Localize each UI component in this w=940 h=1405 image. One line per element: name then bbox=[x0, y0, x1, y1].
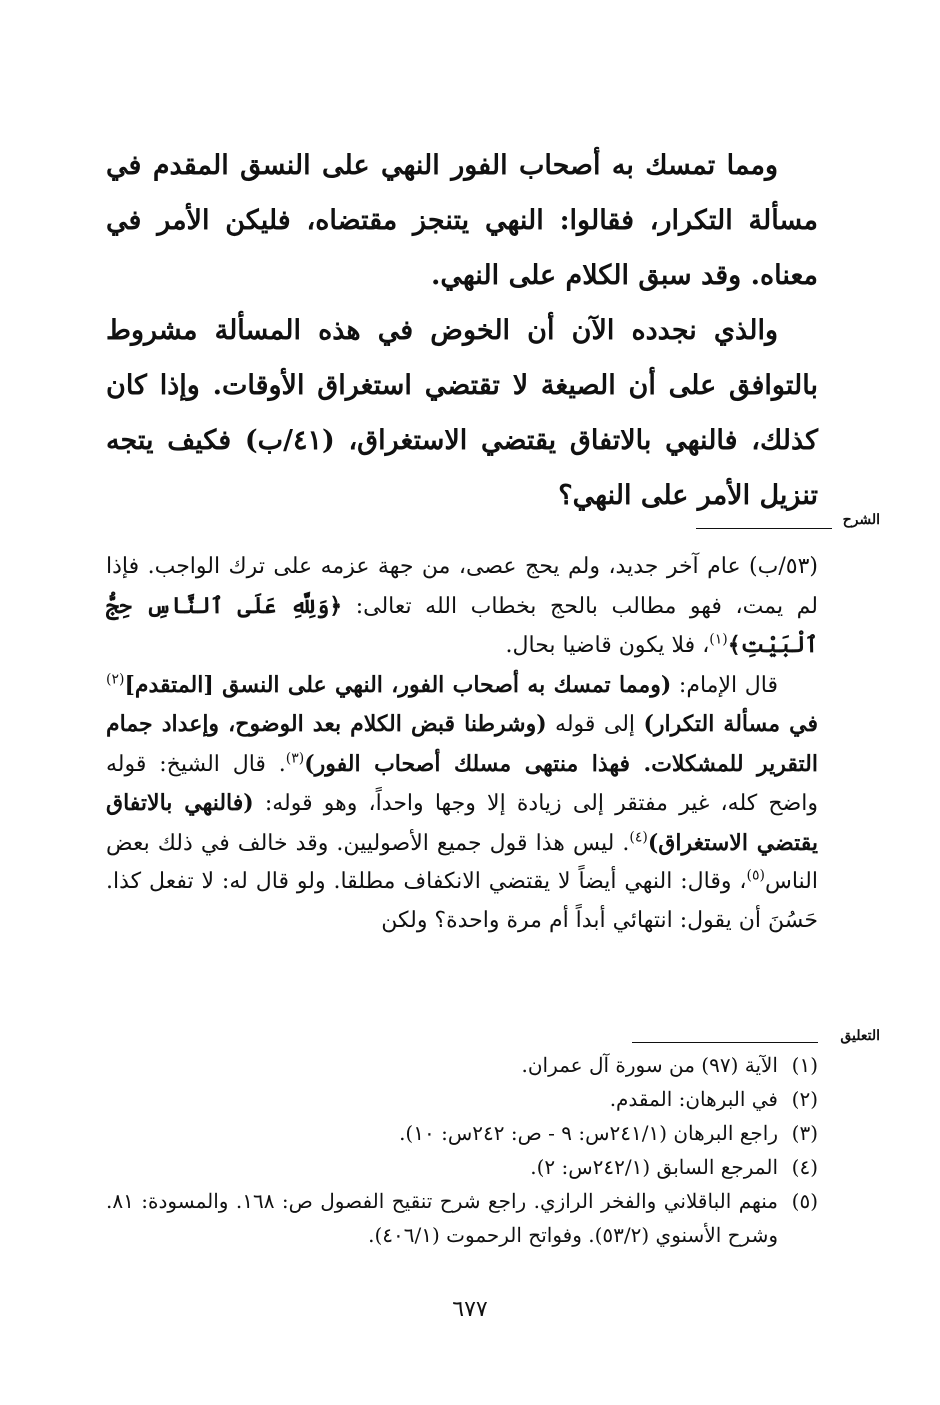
footnote-ref: (١) bbox=[709, 631, 728, 648]
commentary-text bbox=[106, 548, 818, 940]
commentary-paragraph: قال الإمام: (ومما تمسك به أصحاب الفور، النهي على النسق [المتقدم]$^{(٢)}$ في مسألة التكرار) إلى قوله (وشرطنا قبض الكلام بعد الوضوح، وإعداد جمام التقرير للمشكلات. فهذا منتهى مسلك أصحاب الفور)$^{(٣)}$. قال الشيخ: قوله واضح كله، غير مفتقر إلى زيادة إلا وجها واحداً، وهو قوله: (فالنهي بالاتفاق يقتضي الاستغراق)$^{(٤)}$. ليس هذا قول جميع الأصوليين. وقد خالف في ذلك بعض الناس$^{(٥)}$، وقال: النهي أيضاً لا يقتضي الانكفاف مطلقا. ولو قال له: لا تفعل كذا. حَسُنَ أن يقول: انتهائي أبداً أم مرة واحدة؟ ولكن bbox=[106, 671, 819, 933]
footnote-text: منهم الباقلاني والفخر الرازي. راجع شرح تنقيح الفصول ص: ١٦٨. والمسودة: ٨١. وشرح الأسنوي (٥٣/٢). وفواتح الرحموت (٤٠٦/١). bbox=[106, 1189, 778, 1247]
main-paragraph: ومما تمسك به أصحاب الفور النهي على النسق المقدم في مسألة التكرار، فقالوا: النهي يتنجز مقتضاه، فليكن الأمر في معناه. وقد سبق الكلام على النهي. bbox=[106, 150, 818, 291]
footnote-ref: (٥) bbox=[746, 867, 765, 884]
footnote bbox=[106, 1048, 818, 1082]
imam-quote: (ومما تمسك به أصحاب الفور، النهي على النسق [المتقدم] bbox=[124, 671, 672, 698]
imam-quote: (وشرطنا قبض الكلام بعد الوضوح، وإعداد جمام التقرير للمشكلات. فهذا منتهى مسلك أصحاب الفور) bbox=[106, 711, 819, 777]
footnotes bbox=[106, 1048, 818, 1252]
quran-verse: ﴿وَلِلَّهِ عَلَى ٱلنَّاسِ حِجُّ ٱلْبَيْتِ﴾ bbox=[106, 592, 818, 658]
taliq-separator-line bbox=[632, 1042, 818, 1043]
footnote-ref: (٣) bbox=[285, 750, 305, 767]
footnote-text: راجع البرهان (٢٤١/١س: ٩ - ص: ٢٤٢س: ١٠). bbox=[399, 1121, 778, 1145]
footnote-number: (١) bbox=[791, 1053, 818, 1077]
sharh-separator-label: الشرح bbox=[842, 512, 880, 528]
footnote-number: (٣) bbox=[791, 1121, 818, 1145]
taliq-separator-label: التعليق bbox=[840, 1028, 880, 1044]
footnote bbox=[106, 1082, 818, 1116]
commentary-paragraph: (٥٣/ب) عام آخر جديد، ولم يحج عصى، من جهة عزمه على ترك الواجب. فإذا لم يمت، فهو مطالب بالحج بخطاب الله تعالى: ﴿وَلِلَّهِ عَلَى ٱلنَّاسِ حِجُّ ٱلْبَيْتِ﴾$^{(١)}$، فلا يكون قاضيا بحال. bbox=[106, 554, 819, 658]
footnote-number: (٤) bbox=[791, 1155, 818, 1179]
footnote bbox=[106, 1150, 818, 1184]
page-number: ٦٧٧ bbox=[452, 1297, 488, 1322]
imam-quote: في مسألة التكرار) bbox=[643, 711, 818, 737]
footnote bbox=[106, 1116, 818, 1150]
footnote-number: (٢) bbox=[791, 1087, 818, 1111]
main-paragraph: والذي نجدده الآن أن الخوض في هذه المسألة مشروط بالتوافق على أن الصيغة لا تقتضي استغراق الأوقات. وإذا كان كذلك، فالنهي بالاتفاق يقتضي الاستغراق، (٤١/ب) فكيف يتجه تنزيل الأمر على النهي؟ bbox=[106, 315, 818, 511]
imam-quote: (فالنهي بالاتفاق يقتضي الاستغراق) bbox=[106, 790, 818, 856]
footnote-text: الآية (٩٧) من سورة آل عمران. bbox=[521, 1053, 778, 1077]
footnote bbox=[106, 1184, 818, 1252]
footnote-ref: (٤) bbox=[629, 829, 648, 846]
footnote-ref: (٢) bbox=[106, 671, 125, 688]
footnote-number: (٥) bbox=[791, 1189, 818, 1213]
main-text bbox=[106, 138, 818, 523]
sharh-separator-line bbox=[696, 528, 832, 529]
footnote-text: في البرهان: المقدم. bbox=[609, 1087, 778, 1111]
footnote-text: المرجع السابق (٢٤٢/١س: ٢). bbox=[530, 1155, 778, 1179]
